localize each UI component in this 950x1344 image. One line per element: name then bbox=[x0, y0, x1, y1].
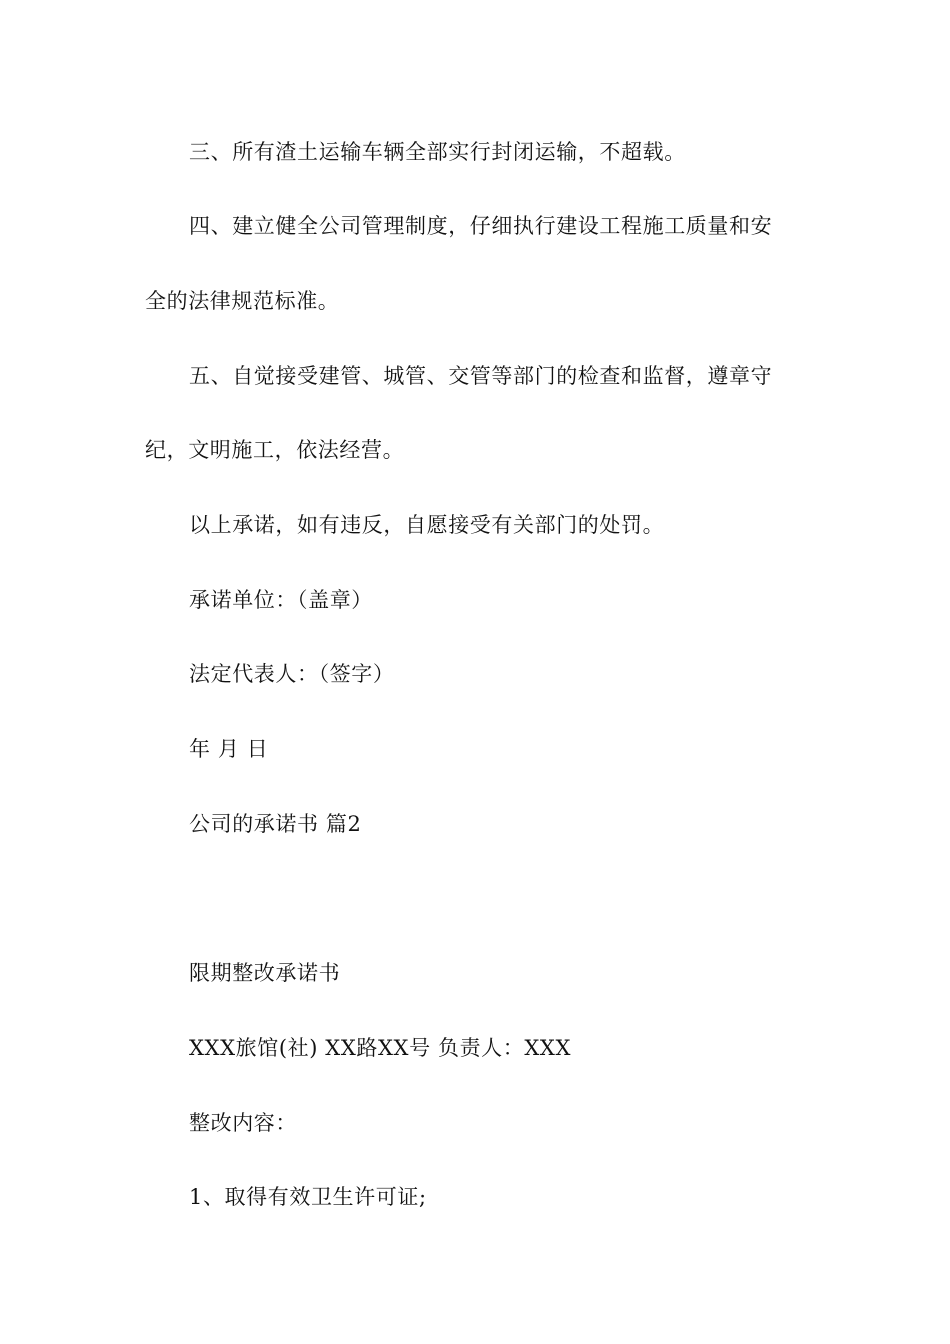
rectification-item-1: 1、取得有效卫生许可证; bbox=[189, 1185, 427, 1209]
paragraph-item-4-line1: 四、建立健全公司管理制度，仔细执行建设工程施工质量和安 bbox=[189, 214, 773, 238]
paragraph-item-4-line2: 全的法律规范标准。 bbox=[145, 289, 340, 313]
rectification-title: 限期整改承诺书 bbox=[189, 961, 341, 985]
paragraph-item-5-line1: 五、自觉接受建管、城管、交管等部门的检查和监督，遵章守 bbox=[189, 364, 773, 388]
section-heading: 公司的承诺书 篇2 bbox=[189, 812, 362, 836]
rectification-content-label: 整改内容： bbox=[189, 1111, 297, 1135]
paragraph-item-5-line2: 纪，文明施工，依法经营。 bbox=[145, 438, 405, 462]
date-line: 年 月 日 bbox=[189, 737, 269, 761]
paragraph-item-3: 三、所有渣土运输车辆全部实行封闭运输，不超载。 bbox=[189, 140, 686, 164]
commitment-statement: 以上承诺，如有违反，自愿接受有关部门的处罚。 bbox=[189, 513, 665, 537]
hotel-info-line: XXX旅馆(社) XX路XX号 负责人：XXX bbox=[189, 1036, 572, 1060]
committing-unit-seal: 承诺单位：（盖章） bbox=[189, 588, 373, 612]
legal-representative-signature: 法定代表人：（签字） bbox=[189, 662, 395, 686]
